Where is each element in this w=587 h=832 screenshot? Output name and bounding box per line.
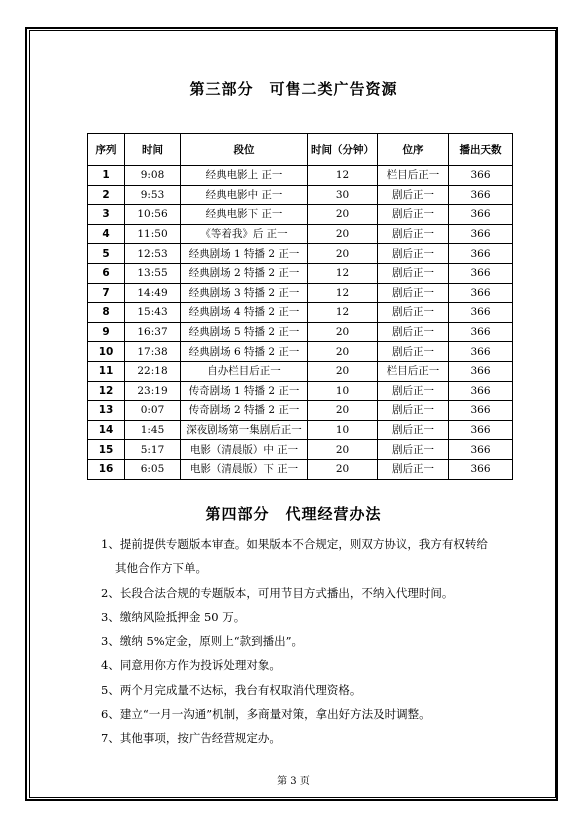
cell-seq: 7 [88, 283, 125, 303]
cell-slot: 经典剧场 1 特播 2 正一 [181, 244, 308, 264]
cell-seq: 10 [88, 342, 125, 362]
list-item: 2、长段合法合规的专题版本，可用节目方式播出，不纳入代理时间。 [101, 585, 454, 600]
cell-seq: 6 [88, 263, 125, 283]
table-row [88, 205, 513, 225]
cell-duration: 12 [308, 166, 378, 186]
cell-position: 剧后正一 [378, 381, 449, 401]
cell-days: 366 [449, 420, 513, 440]
cell-time: 13:55 [125, 263, 181, 283]
list-item: 4、同意用你方作为投诉处理对象。 [101, 658, 281, 673]
header-slot: 段位 [181, 134, 308, 166]
cell-days: 366 [449, 283, 513, 303]
table-row [88, 283, 513, 303]
cell-position: 剧后正一 [378, 283, 449, 303]
cell-time: 23:19 [125, 381, 181, 401]
table-row [88, 401, 513, 421]
cell-position: 剧后正一 [378, 185, 449, 205]
cell-slot: 传奇剧场 2 特播 2 正一 [181, 401, 308, 421]
cell-seq: 5 [88, 244, 125, 264]
cell-seq: 16 [88, 459, 125, 479]
header-duration: 时间（分钟） [308, 134, 378, 166]
cell-position: 剧后正一 [378, 263, 449, 283]
table-row [88, 303, 513, 323]
agency-rules-list [101, 532, 521, 751]
cell-slot: 经典电影中 正一 [181, 185, 308, 205]
table-row [88, 224, 513, 244]
cell-days: 366 [449, 342, 513, 362]
cell-duration: 12 [308, 283, 378, 303]
cell-position: 剧后正一 [378, 459, 449, 479]
table-row [88, 440, 513, 460]
cell-days: 366 [449, 459, 513, 479]
cell-time: 22:18 [125, 361, 181, 381]
table-row [88, 459, 513, 479]
cell-duration: 20 [308, 205, 378, 225]
table-row [88, 166, 513, 186]
cell-time: 1:45 [125, 420, 181, 440]
cell-position: 栏目后正一 [378, 361, 449, 381]
table-row [88, 420, 513, 440]
cell-duration: 12 [308, 303, 378, 323]
cell-duration: 20 [308, 401, 378, 421]
cell-time: 0:07 [125, 401, 181, 421]
cell-position: 剧后正一 [378, 420, 449, 440]
cell-days: 366 [449, 401, 513, 421]
header-position: 位序 [378, 134, 449, 166]
cell-seq: 13 [88, 401, 125, 421]
cell-days: 366 [449, 185, 513, 205]
cell-slot: 深夜剧场第一集剧后正一 [181, 420, 308, 440]
list-item: 7、其他事项，按广告经营规定办。 [101, 731, 281, 746]
cell-days: 366 [449, 224, 513, 244]
cell-position: 剧后正一 [378, 342, 449, 362]
table-header-row [88, 134, 513, 166]
header-seq: 序列 [88, 134, 125, 166]
cell-seq: 11 [88, 361, 125, 381]
cell-position: 剧后正一 [378, 224, 449, 244]
table-row [88, 381, 513, 401]
cell-time: 11:50 [125, 224, 181, 244]
list-item: 3、缴纳风险抵押金 50 万。 [101, 609, 246, 624]
cell-position: 剧后正一 [378, 303, 449, 323]
cell-time: 5:17 [125, 440, 181, 460]
cell-days: 366 [449, 166, 513, 186]
cell-time: 9:53 [125, 185, 181, 205]
table-row [88, 322, 513, 342]
ad-resource-table [87, 133, 513, 480]
cell-slot: 自办栏目后正一 [181, 361, 308, 381]
header-days: 播出天数 [449, 134, 513, 166]
table-row [88, 263, 513, 283]
cell-duration: 10 [308, 381, 378, 401]
cell-slot: 电影（清晨版）中 正一 [181, 440, 308, 460]
cell-slot: 经典剧场 3 特播 2 正一 [181, 283, 308, 303]
cell-time: 12:53 [125, 244, 181, 264]
cell-seq: 1 [88, 166, 125, 186]
cell-duration: 20 [308, 342, 378, 362]
cell-position: 剧后正一 [378, 244, 449, 264]
cell-seq: 15 [88, 440, 125, 460]
cell-duration: 30 [308, 185, 378, 205]
cell-days: 366 [449, 381, 513, 401]
cell-slot: 电影（清晨版）下 正一 [181, 459, 308, 479]
list-item: 3、缴纳 5%定金，原则上“款到播出”。 [101, 634, 303, 649]
list-item-continuation: 其他合作方下单。 [115, 561, 207, 576]
cell-seq: 14 [88, 420, 125, 440]
cell-time: 10:56 [125, 205, 181, 225]
cell-days: 366 [449, 263, 513, 283]
cell-seq: 9 [88, 322, 125, 342]
cell-days: 366 [449, 244, 513, 264]
header-time: 时间 [125, 134, 181, 166]
cell-position: 剧后正一 [378, 440, 449, 460]
cell-duration: 12 [308, 263, 378, 283]
cell-days: 366 [449, 303, 513, 323]
cell-duration: 20 [308, 224, 378, 244]
cell-seq: 2 [88, 185, 125, 205]
cell-time: 6:05 [125, 459, 181, 479]
cell-slot: 传奇剧场 1 特播 2 正一 [181, 381, 308, 401]
part3-title: 第三部分 可售二类广告资源 [189, 80, 398, 98]
cell-seq: 4 [88, 224, 125, 244]
cell-slot: 经典电影下 正一 [181, 205, 308, 225]
list-item: 1、提前提供专题版本审查。如果版本不合规定，则双方协议，我方有权转给 [101, 537, 488, 551]
cell-time: 14:49 [125, 283, 181, 303]
cell-duration: 20 [308, 361, 378, 381]
cell-duration: 10 [308, 420, 378, 440]
cell-slot: 经典电影上 正一 [181, 166, 308, 186]
cell-slot: 经典剧场 6 特播 2 正一 [181, 342, 308, 362]
cell-slot: 《等着我》后 正一 [181, 224, 308, 244]
cell-slot: 经典剧场 4 特播 2 正一 [181, 303, 308, 323]
list-item: 6、建立“一月一沟通”机制，多商量对策，拿出好方法及时调整。 [101, 707, 431, 722]
cell-duration: 20 [308, 244, 378, 264]
table-row [88, 361, 513, 381]
cell-seq: 12 [88, 381, 125, 401]
table-row [88, 244, 513, 264]
cell-position: 栏目后正一 [378, 166, 449, 186]
cell-position: 剧后正一 [378, 401, 449, 421]
cell-time: 15:43 [125, 303, 181, 323]
part4-title: 第四部分 代理经营办法 [205, 505, 382, 523]
cell-position: 剧后正一 [378, 205, 449, 225]
cell-position: 剧后正一 [378, 322, 449, 342]
cell-days: 366 [449, 361, 513, 381]
cell-duration: 20 [308, 322, 378, 342]
table-row [88, 342, 513, 362]
cell-days: 366 [449, 440, 513, 460]
cell-days: 366 [449, 322, 513, 342]
cell-slot: 经典剧场 2 特播 2 正一 [181, 263, 308, 283]
cell-days: 366 [449, 205, 513, 225]
cell-slot: 经典剧场 5 特播 2 正一 [181, 322, 308, 342]
table-row [88, 185, 513, 205]
cell-time: 16:37 [125, 322, 181, 342]
page-number: 第 3 页 [277, 776, 310, 787]
cell-duration: 20 [308, 459, 378, 479]
cell-time: 9:08 [125, 166, 181, 186]
cell-seq: 3 [88, 205, 125, 225]
cell-seq: 8 [88, 303, 125, 323]
list-item: 5、两个月完成量不达标，我台有权取消代理资格。 [101, 682, 362, 697]
cell-time: 17:38 [125, 342, 181, 362]
cell-duration: 20 [308, 440, 378, 460]
